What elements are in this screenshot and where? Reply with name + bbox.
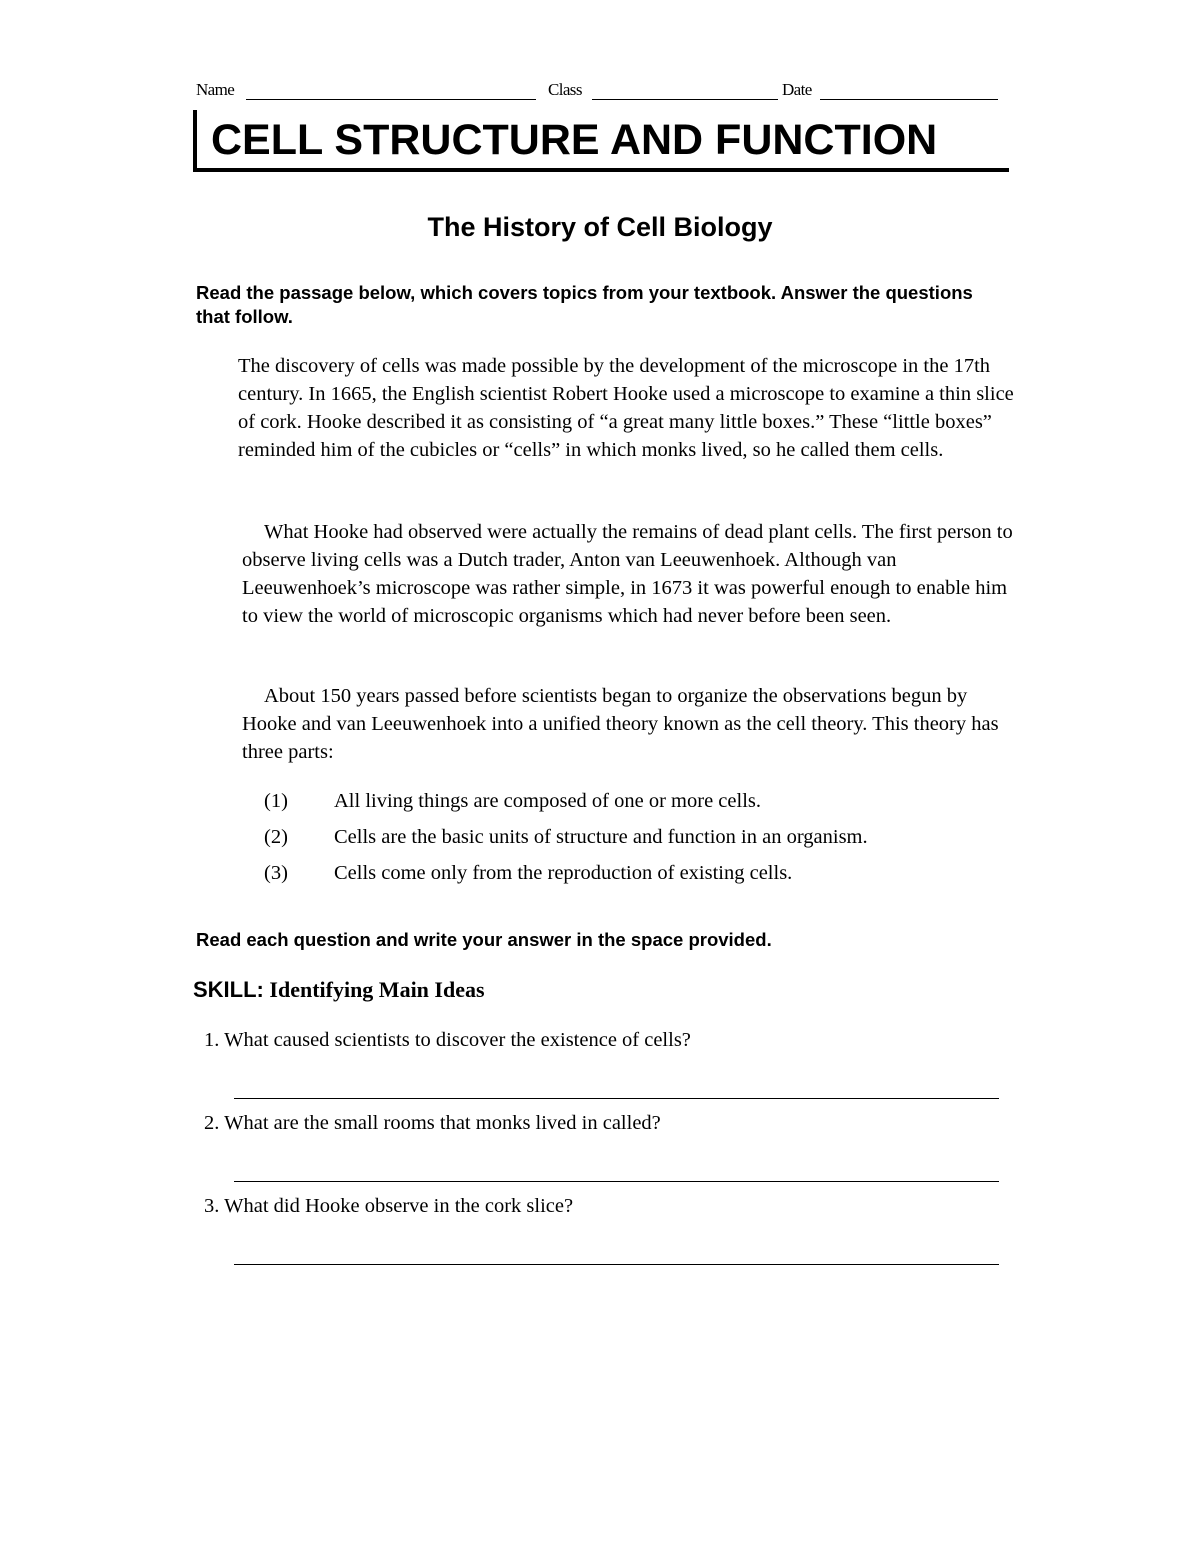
list-item [264, 787, 868, 823]
title-bottom-rule [193, 168, 1009, 172]
list-item-number: (1) [264, 790, 288, 812]
class-label: Class [548, 80, 582, 99]
title-left-rule [193, 110, 197, 172]
list-item-text: Cells come only from the reproduction of existing cells. [334, 862, 793, 884]
section-subtitle: The History of Cell Biology [427, 212, 773, 242]
class-blank[interactable] [592, 99, 778, 100]
list-item-text: All living things are composed of one or more cells. [334, 790, 761, 812]
cell-theory-list [264, 787, 868, 895]
passage-paragraph-2: What Hooke had observed were actually the remains of dead plant cells. The first person to observe living cells was a Dutch trader, Anton van Leeuwenhoek. Although van Leeuwenhoek’s microscope was rather simple, in 1673 it was powerful enough to enable him to view the world of microscopic organisms which had never before been seen. [242, 521, 1013, 627]
reading-instructions: Read the passage below, which covers topics from your textbook. Answer the questions that follow. [196, 282, 973, 327]
passage-paragraph-3: About 150 years passed before scientists began to organize the observations begun by Hooke and van Leeuwenhoek into a unified theory known as the cell theory. This theory has three parts: [242, 685, 999, 763]
list-item [264, 859, 868, 895]
list-item-text: Cells are the basic units of structure and function in an organism. [334, 826, 868, 848]
question-1: 1. What caused scientists to discover the existence of cells? [204, 1029, 691, 1051]
list-item [264, 823, 868, 859]
list-item-number: (2) [264, 826, 288, 848]
answer-line-3[interactable] [234, 1264, 999, 1265]
answer-line-2[interactable] [234, 1181, 999, 1182]
answer-line-1[interactable] [234, 1098, 999, 1099]
chapter-title: CELL STRUCTURE AND FUNCTION [211, 116, 938, 164]
name-label: Name [196, 80, 235, 99]
skill-name: Identifying Main Ideas [269, 977, 485, 1002]
question-2: 2. What are the small rooms that monks lived in called? [204, 1112, 661, 1134]
date-blank[interactable] [820, 99, 998, 100]
question-3: 3. What did Hooke observe in the cork slice? [204, 1195, 574, 1217]
question-instructions: Read each question and write your answer in the space provided. [196, 929, 772, 950]
list-item-number: (3) [264, 862, 288, 884]
skill-label: SKILL: [193, 977, 264, 1002]
student-info-header [196, 80, 1002, 104]
date-label: Date [782, 80, 812, 99]
name-blank[interactable] [246, 99, 536, 100]
chapter-title-block [193, 110, 1009, 172]
skill-heading [193, 977, 485, 1003]
passage-paragraph-1: The discovery of cells was made possible by the development of the microscope in the 17th century. In 1665, the English scientist Robert Hooke used a microscope to examine a thin slice of cork. Hooke described it as consisting of “a great many little boxes.” These “little boxes” reminded him of the cubicles or “cells” in which monks lived, so he called them cells. [238, 355, 1014, 461]
